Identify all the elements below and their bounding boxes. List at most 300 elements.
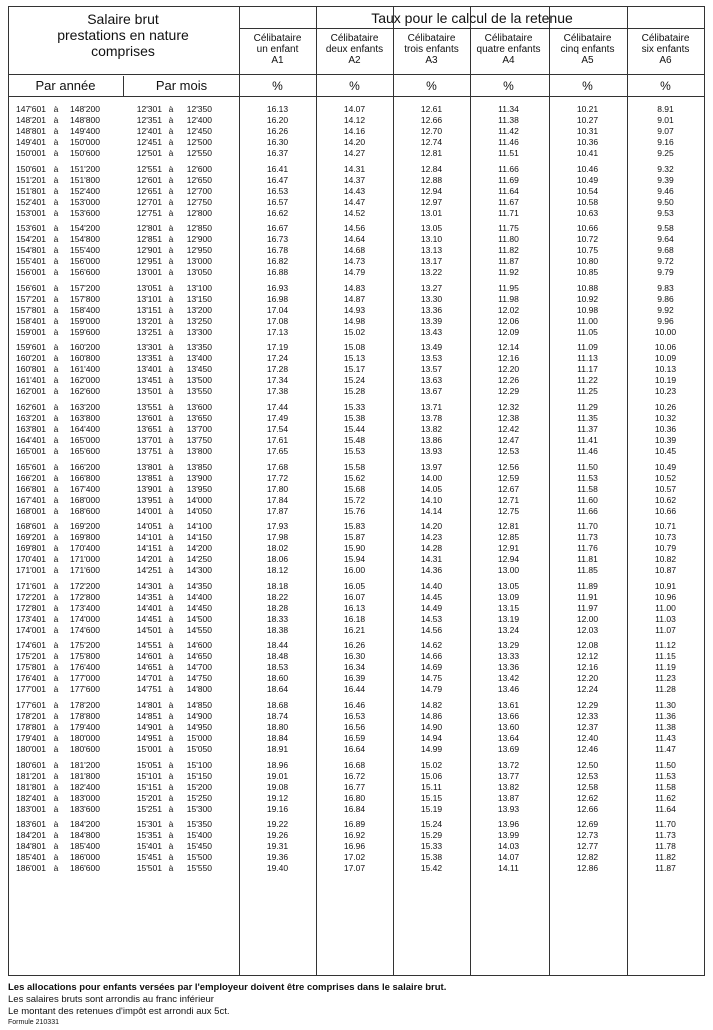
table-row <box>8 521 705 532</box>
table-row <box>8 819 705 830</box>
rate-a4: 13.33 <box>497 651 520 662</box>
rate-a5: 12.46 <box>576 744 599 754</box>
rate-a6: 9.96 <box>657 315 674 326</box>
table-row <box>8 126 705 137</box>
rate-a4: 13.05 <box>497 580 520 591</box>
annual-from: 169'801 <box>16 543 46 554</box>
annual-to: 182'400 <box>70 781 100 792</box>
monthly-to: 14'350 <box>186 580 212 591</box>
rate-a2: 15.87 <box>343 532 366 543</box>
annual-to: 148'200 <box>70 104 100 114</box>
annual-to: 170'400 <box>70 543 100 554</box>
monthly-from: 14'351 <box>136 591 162 602</box>
monthly-from: 14'651 <box>136 662 162 673</box>
rate-a6: 9.83 <box>657 282 674 293</box>
rate-a4: 12.26 <box>497 375 520 386</box>
rate-a5: 10.88 <box>576 282 599 293</box>
rate-column-sub: deux enfants <box>325 44 384 55</box>
range-separator: à <box>168 532 174 543</box>
table-row <box>8 473 705 484</box>
range-separator: à <box>53 234 59 245</box>
rate-a1: 16.73 <box>266 234 289 245</box>
rate-a5: 11.29 <box>577 402 598 412</box>
annual-to: 152'400 <box>70 185 100 196</box>
rate-a6: 11.50 <box>655 759 676 770</box>
annual-from: 175'201 <box>16 651 46 662</box>
monthly-from: 14'701 <box>136 673 162 684</box>
monthly-to: 13'100 <box>186 282 212 293</box>
table-row <box>8 435 705 446</box>
table-row <box>8 208 705 219</box>
rate-a3: 14.53 <box>420 613 443 624</box>
rate-a5: 11.22 <box>577 375 598 386</box>
rate-a3: 12.74 <box>420 137 443 147</box>
range-separator: à <box>168 375 174 386</box>
rate-a5: 10.54 <box>576 185 599 196</box>
monthly-from: 15'051 <box>136 759 162 770</box>
rate-a4: 11.64 <box>498 185 519 196</box>
rate-a3: 14.49 <box>420 602 443 613</box>
table-row <box>8 760 705 771</box>
monthly-from: 15'251 <box>136 803 162 814</box>
rate-a2: 15.72 <box>343 494 366 505</box>
monthly-to: 14'400 <box>186 591 212 602</box>
range-separator: à <box>53 613 59 624</box>
rate-a5: 12.16 <box>576 662 599 673</box>
rate-a4: 13.77 <box>497 770 520 781</box>
rate-a5: 11.73 <box>577 532 598 543</box>
rate-a5: 12.86 <box>576 863 599 874</box>
monthly-from: 14'051 <box>136 521 162 532</box>
rate-a2: 15.68 <box>343 483 366 494</box>
rate-a4: 11.95 <box>498 282 519 293</box>
annual-from: 163'201 <box>16 413 46 423</box>
monthly-from: 15'151 <box>136 781 162 792</box>
rate-a1: 19.40 <box>266 863 289 874</box>
rate-column-code: A1 <box>271 55 284 66</box>
rate-a1: 16.41 <box>266 163 289 174</box>
rate-a1: 18.44 <box>266 640 289 651</box>
annual-from: 151'201 <box>16 174 46 185</box>
range-separator: à <box>168 137 174 147</box>
annual-from: 181'201 <box>16 770 46 781</box>
table-row <box>8 424 705 435</box>
rate-a5: 12.50 <box>576 759 599 770</box>
rate-a4: 12.14 <box>497 342 520 353</box>
rate-a3: 15.38 <box>420 852 443 863</box>
annual-to: 156'000 <box>70 256 100 267</box>
rate-a6: 11.30 <box>655 700 676 710</box>
table-row <box>8 592 705 603</box>
monthly-to: 14'800 <box>186 684 212 695</box>
rate-a2: 16.56 <box>343 722 366 732</box>
rate-a2: 14.73 <box>343 256 366 267</box>
range-separator: à <box>168 207 174 218</box>
monthly-from: 13'051 <box>136 282 162 293</box>
rate-a2: 15.58 <box>343 461 366 472</box>
range-separator: à <box>53 315 59 326</box>
monthly-to: 12'600 <box>186 163 212 174</box>
table-row <box>8 722 705 733</box>
monthly-from: 13'101 <box>136 293 162 304</box>
annual-to: 175'200 <box>70 640 100 651</box>
monthly-to: 13'350 <box>186 342 212 353</box>
rate-a4: 13.64 <box>497 733 520 743</box>
range-separator: à <box>168 770 174 781</box>
range-separator: à <box>168 565 174 576</box>
monthly-from: 12'551 <box>136 163 162 174</box>
monthly-from: 12'901 <box>136 245 162 256</box>
table-row <box>8 700 705 711</box>
rate-a6: 9.68 <box>657 245 674 256</box>
table-row <box>8 673 705 684</box>
annual-from: 162'601 <box>16 402 46 412</box>
rate-a6: 9.58 <box>657 223 674 234</box>
annual-from: 168'601 <box>16 521 46 532</box>
rate-a2: 15.02 <box>343 326 366 337</box>
range-separator: à <box>53 245 59 256</box>
annual-from: 153'001 <box>16 207 46 218</box>
rate-a4: 13.96 <box>497 819 520 830</box>
annual-from: 159'001 <box>16 326 46 337</box>
monthly-to: 12'550 <box>186 148 212 158</box>
range-separator: à <box>168 234 174 245</box>
range-separator: à <box>168 483 174 494</box>
annual-from: 160'801 <box>16 364 46 375</box>
monthly-to: 15'200 <box>186 781 212 792</box>
monthly-from: 12'451 <box>136 137 162 147</box>
rate-a3: 13.71 <box>420 402 443 412</box>
rate-a2: 14.64 <box>343 234 366 245</box>
range-separator: à <box>53 104 59 114</box>
rate-a3: 14.28 <box>420 543 443 554</box>
rate-a2: 16.07 <box>343 591 366 602</box>
rate-a6: 10.49 <box>654 461 677 472</box>
rate-a5: 11.89 <box>577 580 598 591</box>
rate-a2: 16.89 <box>343 819 366 830</box>
rate-a1: 17.84 <box>266 494 289 505</box>
rate-a1: 17.72 <box>266 472 289 483</box>
range-separator: à <box>168 163 174 174</box>
rate-a1: 19.31 <box>266 841 289 852</box>
range-separator: à <box>168 424 174 434</box>
monthly-to: 13'600 <box>186 402 212 412</box>
annual-to: 148'800 <box>70 115 100 125</box>
range-separator: à <box>168 543 174 554</box>
range-separator: à <box>168 196 174 207</box>
annual-to: 157'200 <box>70 282 100 293</box>
rate-a1: 17.93 <box>266 521 289 532</box>
monthly-from: 13'651 <box>136 424 162 434</box>
annual-to: 151'800 <box>70 174 100 185</box>
rate-a2: 16.21 <box>343 624 366 635</box>
rate-a6: 11.87 <box>655 863 676 874</box>
rate-a6: 10.36 <box>654 424 677 434</box>
rate-a1: 18.91 <box>266 744 289 754</box>
rate-column-code: A5 <box>581 55 594 66</box>
rate-a2: 15.53 <box>343 446 366 456</box>
rate-a3: 13.57 <box>420 364 443 375</box>
rate-a3: 14.79 <box>420 684 443 695</box>
range-separator: à <box>53 207 59 218</box>
rate-a5: 11.81 <box>577 554 598 565</box>
table-row <box>8 793 705 804</box>
monthly-to: 14'700 <box>186 662 212 673</box>
rate-a3: 13.10 <box>420 234 443 245</box>
annual-from: 165'001 <box>16 446 46 456</box>
range-separator: à <box>168 494 174 505</box>
annual-to: 171'000 <box>70 554 100 565</box>
rate-a2: 16.84 <box>343 803 366 814</box>
rate-a3: 13.93 <box>420 446 443 456</box>
rate-a1: 16.47 <box>266 174 289 185</box>
rate-column-code: A4 <box>502 55 515 66</box>
monthly-from: 13'751 <box>136 446 162 456</box>
monthly-from: 13'201 <box>136 315 162 326</box>
range-separator: à <box>168 245 174 256</box>
rate-a3: 14.10 <box>420 494 443 505</box>
monthly-to: 14'750 <box>186 673 212 684</box>
range-separator: à <box>53 282 59 293</box>
rate-a4: 13.99 <box>497 830 520 841</box>
rate-a2: 14.79 <box>343 267 366 278</box>
annual-to: 185'400 <box>70 841 100 852</box>
table-row <box>8 402 705 413</box>
annual-to: 167'400 <box>70 483 100 494</box>
range-separator: à <box>168 148 174 158</box>
rate-a3: 14.82 <box>420 700 443 710</box>
rate-a5: 11.91 <box>577 591 598 602</box>
annual-to: 150'000 <box>70 137 100 147</box>
table-row <box>8 581 705 592</box>
rate-a2: 14.98 <box>343 315 366 326</box>
rate-a6: 11.82 <box>655 852 676 863</box>
table-border-top <box>8 6 705 7</box>
monthly-to: 14'100 <box>186 521 212 532</box>
annual-to: 153'000 <box>70 196 100 207</box>
rate-a5: 12.82 <box>576 852 599 863</box>
rate-a4: 12.56 <box>497 461 520 472</box>
annual-to: 178'800 <box>70 711 100 721</box>
monthly-from: 15'351 <box>136 830 162 841</box>
range-separator: à <box>53 424 59 434</box>
rate-a5: 10.85 <box>576 267 599 278</box>
monthly-from: 14'101 <box>136 532 162 543</box>
annual-to: 172'800 <box>70 591 100 602</box>
rate-a6: 9.16 <box>657 137 674 147</box>
rate-a1: 19.22 <box>266 819 289 830</box>
range-separator: à <box>168 733 174 743</box>
annual-to: 184'200 <box>70 819 100 830</box>
range-separator: à <box>53 521 59 532</box>
annual-to: 180'000 <box>70 733 100 743</box>
rate-column-header-4 <box>470 33 547 66</box>
table-row <box>8 614 705 625</box>
rate-a6: 11.43 <box>655 733 676 743</box>
rate-a1: 18.28 <box>266 602 289 613</box>
rate-a5: 11.50 <box>577 461 598 472</box>
range-separator: à <box>168 852 174 863</box>
range-separator: à <box>168 353 174 364</box>
annual-to: 181'800 <box>70 770 100 781</box>
rate-a5: 12.03 <box>576 624 599 635</box>
annual-from: 160'201 <box>16 353 46 364</box>
rate-a6: 10.96 <box>654 591 677 602</box>
rate-a3: 15.02 <box>420 759 443 770</box>
rate-a4: 14.03 <box>497 841 520 852</box>
annual-to: 178'200 <box>70 700 100 710</box>
rate-a5: 10.21 <box>576 104 599 114</box>
rate-a6: 10.13 <box>654 364 677 375</box>
annual-to: 162'000 <box>70 375 100 386</box>
rate-a6: 10.06 <box>654 342 677 353</box>
monthly-from: 12'851 <box>136 234 162 245</box>
rate-a6: 11.03 <box>655 613 676 624</box>
rate-a2: 16.72 <box>343 770 366 781</box>
annual-from: 166'801 <box>16 483 46 494</box>
rate-a6: 10.39 <box>654 435 677 445</box>
range-separator: à <box>53 364 59 375</box>
annual-to: 164'400 <box>70 424 100 434</box>
table-row <box>8 495 705 506</box>
rate-a1: 16.20 <box>266 115 289 125</box>
annual-to: 160'800 <box>70 353 100 364</box>
monthly-to: 13'750 <box>186 435 212 445</box>
par-mois-label: Par mois <box>155 78 208 93</box>
rate-a6: 10.57 <box>654 483 677 494</box>
monthly-from: 15'451 <box>136 852 162 863</box>
table-row <box>8 104 705 115</box>
annual-from: 170'401 <box>16 554 46 565</box>
table-row <box>8 294 705 305</box>
rate-a5: 12.77 <box>576 841 599 852</box>
rate-a6: 11.28 <box>655 684 676 695</box>
annual-from: 171'001 <box>16 565 46 576</box>
rate-column-header-3 <box>393 33 470 66</box>
rate-a2: 16.59 <box>343 733 366 743</box>
rate-a2: 15.44 <box>343 424 366 434</box>
monthly-to: 14'900 <box>186 711 212 721</box>
range-separator: à <box>168 505 174 516</box>
rate-a5: 11.60 <box>577 494 598 505</box>
rate-a1: 16.98 <box>266 293 289 304</box>
range-separator: à <box>53 803 59 814</box>
monthly-to: 12'850 <box>186 223 212 234</box>
monthly-from: 13'601 <box>136 413 162 423</box>
rate-a4: 11.92 <box>498 267 519 278</box>
rate-column-sub: un enfant <box>256 44 299 55</box>
range-separator: à <box>53 565 59 576</box>
rate-a1: 19.16 <box>266 803 289 814</box>
range-separator: à <box>53 196 59 207</box>
table-row <box>8 662 705 673</box>
table-row <box>8 353 705 364</box>
rate-a5: 12.73 <box>576 830 599 841</box>
monthly-to: 12'700 <box>186 185 212 196</box>
monthly-to: 14'650 <box>186 651 212 662</box>
rate-a5: 11.97 <box>577 602 598 613</box>
rate-a2: 15.38 <box>343 413 366 423</box>
annual-to: 163'800 <box>70 413 100 423</box>
rate-a6: 10.45 <box>654 446 677 456</box>
annual-from: 150'601 <box>16 163 46 174</box>
rate-a3: 14.94 <box>420 733 443 743</box>
rate-a4: 11.42 <box>498 126 519 136</box>
monthly-to: 15'350 <box>186 819 212 830</box>
monthly-from: 14'751 <box>136 684 162 695</box>
rate-a3: 12.70 <box>420 126 443 136</box>
monthly-from: 14'401 <box>136 602 162 613</box>
table-row <box>8 446 705 457</box>
rate-a5: 12.33 <box>576 711 599 721</box>
monthly-from: 13'951 <box>136 494 162 505</box>
rate-a5: 10.58 <box>576 196 599 207</box>
rate-a1: 16.26 <box>266 126 289 136</box>
rate-a1: 18.68 <box>266 700 289 710</box>
rate-a2: 15.17 <box>343 364 366 375</box>
rate-a3: 14.56 <box>420 624 443 635</box>
rate-a5: 12.69 <box>576 819 599 830</box>
rate-a3: 12.94 <box>420 185 443 196</box>
range-separator: à <box>53 137 59 147</box>
range-separator: à <box>168 744 174 754</box>
annual-from: 183'601 <box>16 819 46 830</box>
rate-a3: 15.42 <box>420 863 443 874</box>
monthly-to: 12'650 <box>186 174 212 185</box>
rate-a6: 11.36 <box>655 711 676 721</box>
annual-to: 177'600 <box>70 684 100 695</box>
annual-to: 166'200 <box>70 461 100 472</box>
rate-a1: 18.74 <box>266 711 289 721</box>
annual-to: 175'800 <box>70 651 100 662</box>
range-separator: à <box>168 282 174 293</box>
rate-a5: 10.49 <box>576 174 599 185</box>
rate-a5: 12.37 <box>576 722 599 732</box>
table-row <box>8 462 705 473</box>
annual-from: 180'601 <box>16 759 46 770</box>
range-separator: à <box>168 781 174 792</box>
rate-a4: 11.38 <box>498 115 519 125</box>
rate-a4: 14.11 <box>498 863 519 874</box>
monthly-to: 15'050 <box>186 744 212 754</box>
annual-from: 177'601 <box>16 700 46 710</box>
annual-from: 181'801 <box>16 781 46 792</box>
range-separator: à <box>53 733 59 743</box>
rate-a6: 11.78 <box>655 841 676 852</box>
table-row <box>8 164 705 175</box>
rate-a2: 14.31 <box>343 163 366 174</box>
table-row <box>8 484 705 495</box>
rate-column-label: Célibataire <box>563 33 612 44</box>
range-separator: à <box>53 163 59 174</box>
rate-a2: 16.05 <box>343 580 366 591</box>
range-separator: à <box>168 673 174 684</box>
rate-a3: 13.22 <box>420 267 443 278</box>
monthly-to: 13'650 <box>186 413 212 423</box>
rate-a3: 13.86 <box>420 435 443 445</box>
annual-from: 174'601 <box>16 640 46 651</box>
table-row <box>8 640 705 651</box>
monthly-to: 14'600 <box>186 640 212 651</box>
range-separator: à <box>168 722 174 732</box>
rate-column-label: Célibataire <box>253 33 302 44</box>
rate-column-label: Célibataire <box>484 33 533 44</box>
rate-a5: 10.36 <box>576 137 599 147</box>
rate-a1: 17.04 <box>266 304 289 315</box>
rate-a2: 14.47 <box>343 196 366 207</box>
rate-a1: 18.48 <box>266 651 289 662</box>
rate-a2: 14.12 <box>343 115 366 125</box>
